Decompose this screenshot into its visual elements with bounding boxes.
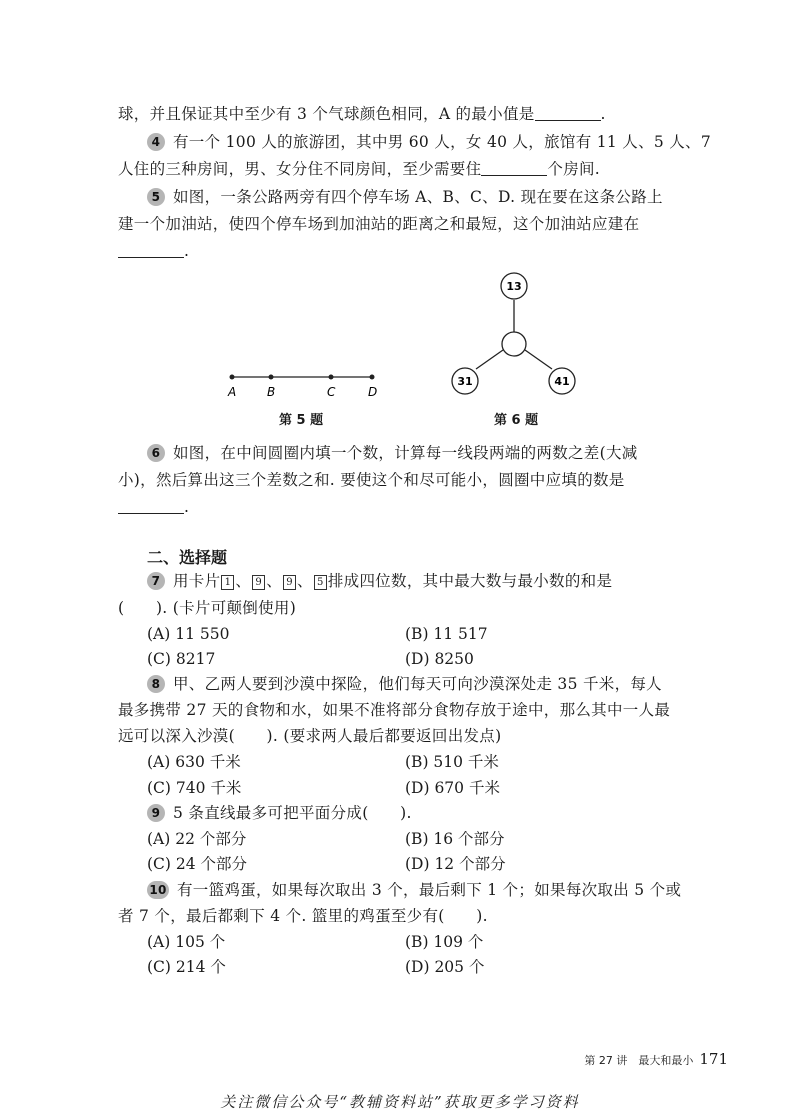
q8-option-c: (C) 740 千米 xyxy=(147,779,242,797)
q10-line1: 10 有一篮鸡蛋，如果每次取出 3 个，最后剩下 1 个；如果每次取出 5 个或 xyxy=(147,879,681,901)
q9-option-d: (D) 12 个部分 xyxy=(405,855,506,873)
fig5-caption: 第 5 题 xyxy=(279,413,324,428)
figures xyxy=(0,265,800,405)
answer-blank xyxy=(118,241,184,258)
q7-option-c: (C) 8217 xyxy=(147,650,216,668)
fig5-road-diagram xyxy=(227,375,377,400)
q7-line1: 7 用卡片 1 、 9 、 9 、 5 排成四位数，其中最大数与最小数的和是 xyxy=(147,570,612,592)
page-footer xyxy=(584,1049,728,1068)
question-number: 10 xyxy=(147,881,169,899)
question-number: 7 xyxy=(147,572,165,590)
q3-line1: 球，并且保证其中至少有 3 个气球颜色相同，A 的最小值是 . xyxy=(118,105,606,123)
question-number: 8 xyxy=(147,675,165,693)
fig5-point-d xyxy=(370,375,375,380)
q10-option-d: (D) 205 个 xyxy=(405,958,485,976)
q9-option-b: (B) 16 个部分 xyxy=(405,830,505,848)
q4-line2: 人住的三种房间，男、女分住不同房间，至少需要住 个房间. xyxy=(118,160,601,178)
q9-line1: 9 5 条直线最多可把平面分成( ). xyxy=(147,802,412,824)
card-9b: 9 xyxy=(283,575,296,590)
answer-blank xyxy=(118,497,184,514)
watermark-text: 关注微信公众号“教辅资料站”获取更多学习资料 xyxy=(220,1093,580,1111)
chapter-label: 第 27 讲 最大和最小 xyxy=(584,1054,694,1067)
question-number: 9 xyxy=(147,804,165,822)
q6-line3: . xyxy=(118,496,189,518)
q7-line2: ( ). (卡片可颠倒使用) xyxy=(118,599,297,617)
fig6-right-value: 41 xyxy=(554,375,570,388)
q10-line2: 者 7 个，最后都剩下 4 个. 篮里的鸡蛋至少有( ). xyxy=(118,907,488,925)
fig5-point-a xyxy=(230,375,235,380)
q8-line2: 最多携带 27 天的食物和水，如果不准将部分食物存放于途中，那么其中一人最 xyxy=(118,701,671,719)
card-9a: 9 xyxy=(252,575,265,590)
fig5-point-c xyxy=(329,375,334,380)
card-5: 5 xyxy=(314,575,327,590)
q10-option-c: (C) 214 个 xyxy=(147,958,226,976)
fig6-center-circle xyxy=(502,332,526,356)
fig6-circle-diagram xyxy=(452,273,575,394)
q6-line1: 6 如图，在中间圆圈内填一个数，计算每一线段两端的两数之差(大减 xyxy=(147,442,638,464)
fig5-label-b: B xyxy=(267,385,276,399)
fig6-caption: 第 6 题 xyxy=(494,413,539,428)
q5-line3: . xyxy=(118,240,189,262)
fig6-left-value: 31 xyxy=(457,375,473,388)
q6-line2: 小)，然后算出这三个差数之和. 要使这个和尽可能小，圆圈中应填的数是 xyxy=(118,471,625,489)
fig5-label-d: D xyxy=(368,385,378,399)
q5-line2: 建一个加油站，使四个停车场到加油站的距离之和最短，这个加油站应建在 xyxy=(118,215,640,233)
fig5-label-a: A xyxy=(228,385,237,399)
fig5-point-b xyxy=(269,375,274,380)
card-1: 1 xyxy=(221,575,234,590)
q5-line1: 5 如图，一条公路两旁有四个停车场 A、B、C、D. 现在要在这条公路上 xyxy=(147,186,663,208)
q10-option-a: (A) 105 个 xyxy=(147,933,226,951)
q8-option-d: (D) 670 千米 xyxy=(405,779,500,797)
question-number: 5 xyxy=(147,188,165,206)
q8-option-a: (A) 630 千米 xyxy=(147,753,241,771)
q7-option-d: (D) 8250 xyxy=(405,650,474,668)
fig5-label-c: C xyxy=(327,385,336,399)
q7-option-b: (B) 11 517 xyxy=(405,625,488,643)
q9-option-c: (C) 24 个部分 xyxy=(147,855,248,873)
q10-option-b: (B) 109 个 xyxy=(405,933,484,951)
answer-blank xyxy=(535,104,601,121)
question-number: 4 xyxy=(147,133,165,151)
q7-option-a: (A) 11 550 xyxy=(147,625,230,643)
q8-line3: 远可以深入沙漠( ). (要求两人最后都要返回出发点) xyxy=(118,727,502,745)
section-title: 二、选择题 xyxy=(147,548,228,567)
fig6-top-value: 13 xyxy=(506,280,522,293)
q4-line1: 4 有一个 100 人的旅游团，其中男 60 人，女 40 人，旅馆有 11 人、5 人、7 xyxy=(147,131,711,153)
question-number: 6 xyxy=(147,444,165,462)
q9-option-a: (A) 22 个部分 xyxy=(147,830,247,848)
q8-option-b: (B) 510 千米 xyxy=(405,753,499,771)
answer-blank xyxy=(481,159,547,176)
q8-line1: 8 甲、乙两人要到沙漠中探险，他们每天可向沙漠深处走 35 千米，每人 xyxy=(147,673,662,695)
page-number: 171 xyxy=(699,1050,728,1068)
